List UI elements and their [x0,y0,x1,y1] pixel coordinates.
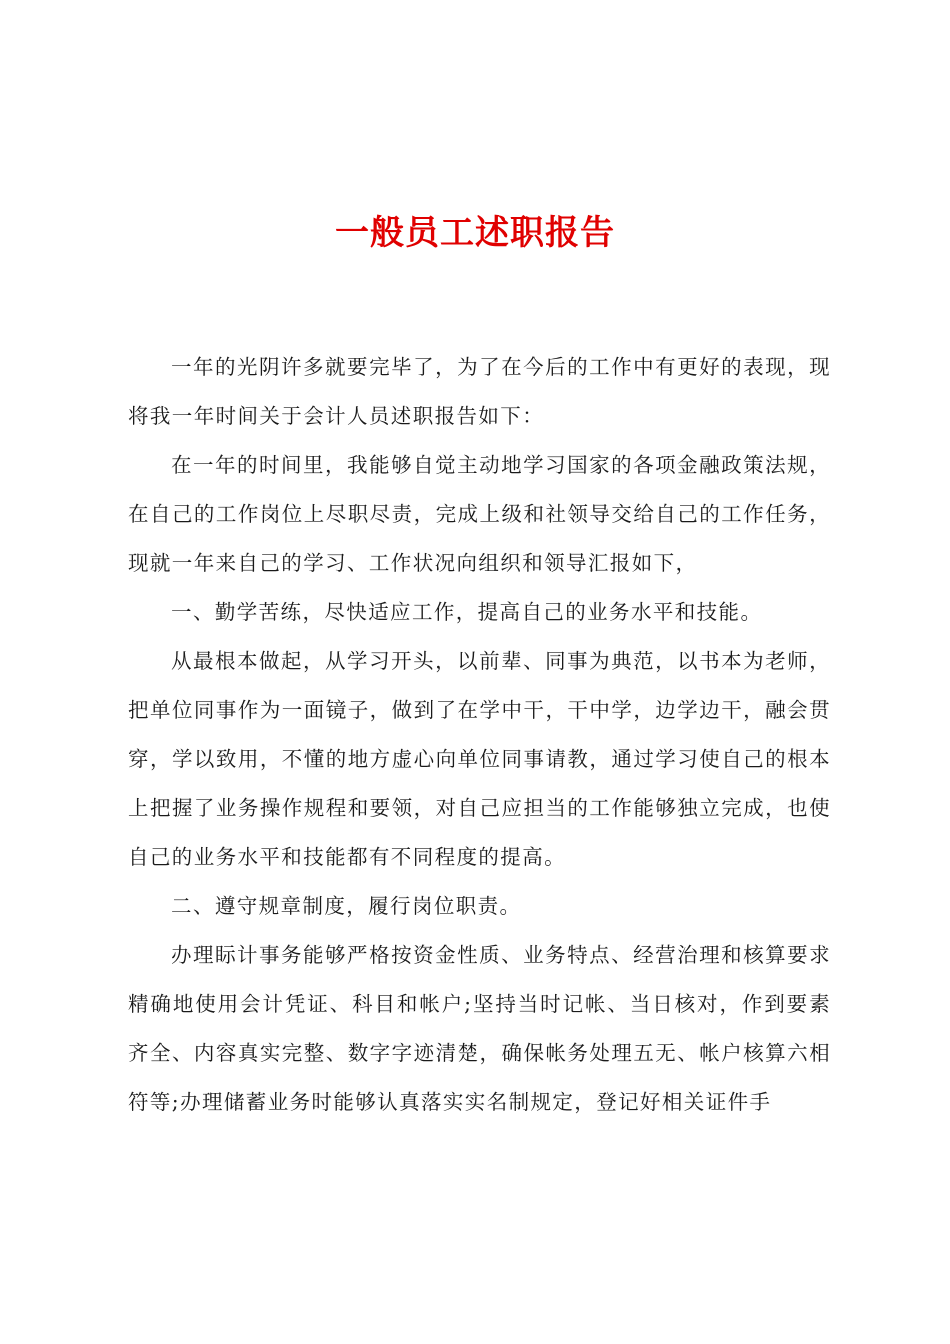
section-heading-2: 二、遵守规章制度，履行岗位职责。 [171,894,522,918]
paragraph-study: 从最根本做起，从学习开头，以前辈、同事为典范，以书本为老师，把单位同事作为一面镜子，做到了在学中干，干中学，边学边干，融会贯穿，学以致用，不懂的地方虚心向单位同事请教，通过学习使自己的根本上把握了业务操作规程和要领，对自己应担当的工作能够独立完成，也使自己的业务水平和技能都有不同程度的提高。 [128,649,831,869]
paragraph-duties: 办理眎计事务能够严格按资金性质、业务特点、经营治理和核算要求精确地使用会计凭证、科目和帐户;坚持当时记帐、当日核对，作到要素齐全、内容真实完整、数字字迹清楚，确保帐务处理五无、帐户核算六相符等;办理储蓄业务时能够认真落实实名制规定，登记好相关证件手 [128,943,831,1114]
document-title: 一般员工述职报告 [335,213,615,253]
section-heading-1: 一、勤学苦练，尽快适应工作，提高自己的业务水平和技能。 [171,600,763,624]
document-body [128,343,831,1127]
paragraph-intro: 一年的光阴许多就要完毕了，为了在今后的工作中有更好的表现，现将我一年时间关于会计人员述职报告如下： [128,355,831,428]
paragraph-overview: 在一年的时间里，我能够自觉主动地学习国家的各项金融政策法规，在自己的工作岗位上尽职尽责，完成上级和社领导交给自己的工作任务，现就一年来自己的学习、工作状况向组织和领导汇报如下， [128,453,831,575]
